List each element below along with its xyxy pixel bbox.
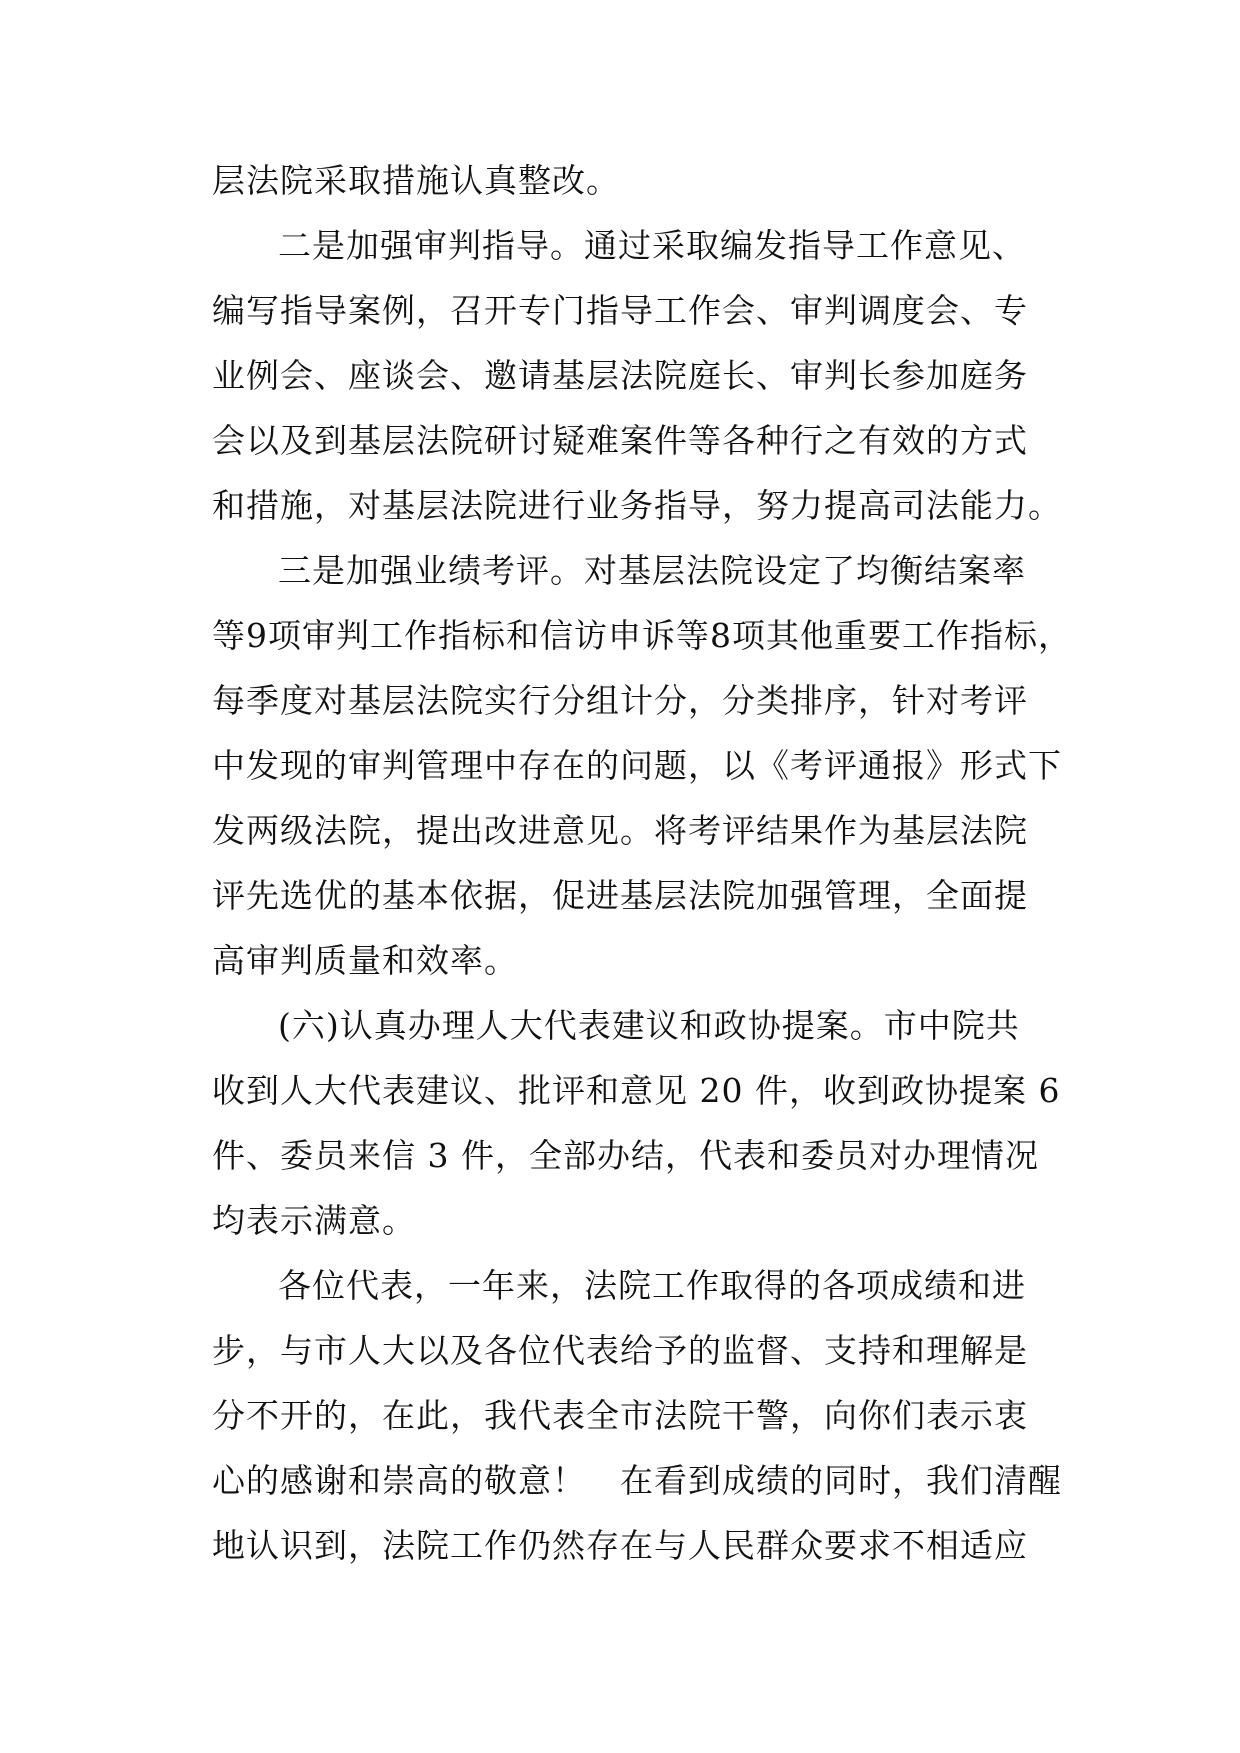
text-line: 均表示满意。 bbox=[212, 1201, 416, 1240]
text-line: 会以及到基层法院研讨疑难案件等各种行之有效的方式 bbox=[212, 421, 1028, 460]
text-line: 件、委员来信 3 件，全部办结，代表和委员对办理情况 bbox=[212, 1136, 1039, 1175]
text-line: 心的感谢和崇高的敬意！ 在看到成绩的同时，我们清醒 bbox=[212, 1461, 1062, 1500]
text-line: 二是加强审判指导。通过采取编发指导工作意见、 bbox=[278, 226, 1026, 265]
text-line: 业例会、座谈会、邀请基层法院庭长、审判长参加庭务 bbox=[212, 356, 1028, 395]
text-line: 层法院采取措施认真整改。 bbox=[212, 161, 620, 200]
text-line: 发两级法院，提出改进意见。将考评结果作为基层法院 bbox=[212, 811, 1028, 850]
text-line: 各位代表，一年来，法院工作取得的各项成绩和进 bbox=[278, 1266, 1026, 1305]
text-line: 每季度对基层法院实行分组计分，分类排序，针对考评 bbox=[212, 681, 1028, 720]
text-line: 地认识到，法院工作仍然存在与人民群众要求不相适应 bbox=[212, 1526, 1028, 1565]
text-line: 分不开的，在此，我代表全市法院干警，向你们表示衷 bbox=[212, 1396, 1028, 1435]
document-body bbox=[212, 148, 1072, 1578]
text-line: 收到人大代表建议、批评和意见 20 件，收到政协提案 6 bbox=[212, 1071, 1061, 1110]
text-line: 评先选优的基本依据，促进基层法院加强管理，全面提 bbox=[212, 876, 1028, 915]
text-line: 和措施，对基层法院进行业务指导，努力提高司法能力。 bbox=[212, 486, 1062, 525]
text-line: 中发现的审判管理中存在的问题，以《考评通报》形式下 bbox=[212, 746, 1062, 785]
text-line: 等9项审判工作指标和信访申诉等8项其他重要工作指标， bbox=[212, 616, 1072, 655]
text-line: (六)认真办理人大代表建议和政协提案。市中院共 bbox=[278, 1006, 1020, 1045]
text-line: 编写指导案例，召开专门指导工作会、审判调度会、专 bbox=[212, 291, 1028, 330]
text-line: 三是加强业绩考评。对基层法院设定了均衡结案率 bbox=[278, 551, 1026, 590]
text-line: 步，与市人大以及各位代表给予的监督、支持和理解是 bbox=[212, 1331, 1028, 1370]
text-line: 高审判质量和效率。 bbox=[212, 941, 518, 980]
